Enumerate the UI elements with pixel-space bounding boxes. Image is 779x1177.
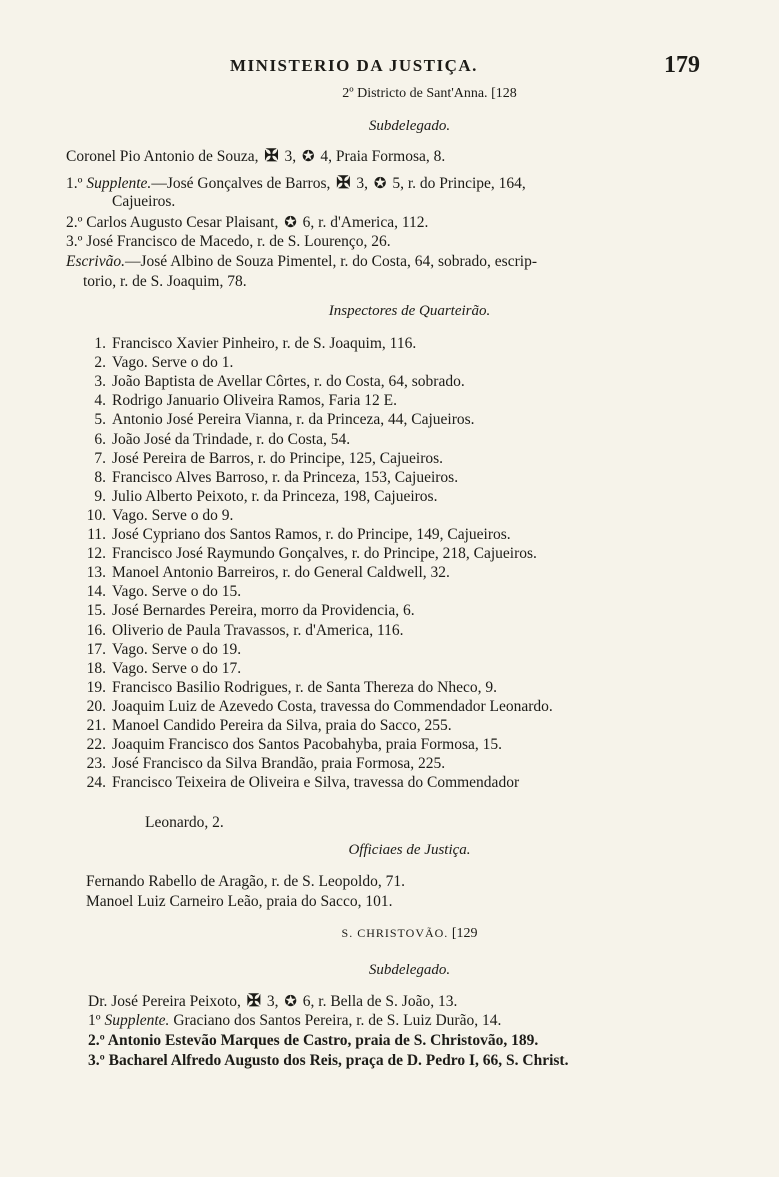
inspector-text: Joaquim Luiz de Azevedo Costa, travessa do Commendador Leonardo.: [112, 697, 553, 715]
inspector-number: 7.: [94, 449, 106, 467]
inspector-row: [78, 450, 443, 468]
inspector-text: Francisco Alves Barroso, r. da Princeza, 153, Cajueiros.: [112, 468, 459, 486]
inspector-number: 18.: [86, 659, 106, 677]
inspector-row: [78, 583, 241, 601]
official-1: Fernando Rabello de Aragão, r. de S. Leopoldo, 71.: [86, 873, 405, 890]
inspector-number: 20.: [86, 697, 106, 715]
cross-icon: ✠: [246, 991, 261, 1010]
inspector-24-cont: Leonardo, 2.: [145, 814, 224, 831]
supplente-1-cont: Cajueiros.: [112, 193, 176, 210]
supplente-3-line: 3.º José Francisco de Macedo, r. de S. Lourenço, 26.: [66, 233, 391, 250]
inspector-text: Francisco Xavier Pinheiro, r. de S. Joaquim, 116.: [112, 335, 417, 352]
inspector-number: 24.: [86, 774, 106, 792]
medal-icon: ✪: [373, 176, 387, 192]
inspectores-heading: Inspectores de Quarteirão.: [328, 303, 491, 319]
inspector-number: 4.: [94, 392, 106, 410]
supplente-1-line: 1.º Supplente.—José Gonçalves de Barros, ✠ 3, ✪ 5, r. do Principe, 164,: [66, 173, 526, 192]
inspector-row: [78, 488, 437, 506]
supplente-2-1-line: 1º Supplente. Graciano dos Santos Pereira, r. de S. Luiz Durão, 14.: [88, 1012, 502, 1029]
inspector-row: [78, 660, 241, 678]
inspector-row: [78, 335, 416, 353]
inspector-text: Rodrigo Januario Oliveira Ramos, Faria 12 E.: [112, 392, 397, 410]
inspector-text: Vago. Serve o do 9.: [112, 506, 234, 524]
inspector-row: [78, 641, 241, 659]
inspector-text: José Bernardes Pereira, morro da Providencia, 6.: [112, 602, 415, 620]
cross-icon: ✠: [264, 146, 279, 165]
inspector-row: [78, 736, 502, 754]
escrivao-cont: torio, r. de S. Joaquim, 78.: [83, 273, 247, 290]
inspector-number: 16.: [86, 621, 106, 639]
inspector-row: [78, 354, 233, 372]
page-number: 179: [664, 52, 700, 78]
inspector-row: [78, 431, 350, 449]
inspector-row: [78, 717, 452, 735]
inspector-number: 9.: [94, 487, 106, 505]
inspector-text: João Baptista de Avellar Côrtes, r. do Costa, 64, sobrado.: [112, 373, 465, 391]
inspector-number: 23.: [86, 755, 106, 773]
subdelegado-line: Coronel Pio Antonio de Souza, ✠ 3, ✪ 4, Praia Formosa, 8.: [66, 146, 446, 165]
inspector-row: [78, 373, 465, 391]
subdelegado-2-line: Dr. José Pereira Peixoto, ✠ 3, ✪ 6, r. Bella de S. João, 13.: [88, 991, 458, 1010]
inspector-text: Manoel Candido Pereira da Silva, praia do Sacco, 255.: [112, 717, 452, 734]
inspector-number: 14.: [86, 583, 106, 601]
inspector-number: 2.: [94, 354, 106, 372]
inspector-number: 5.: [94, 411, 106, 429]
inspector-row: [78, 411, 475, 429]
inspector-row: [78, 545, 537, 563]
subdelegado-2-heading: Subdelegado.: [368, 962, 451, 978]
inspector-row: [78, 698, 553, 716]
subdelegado-heading: Subdelegado.: [368, 118, 451, 134]
inspector-number: 21.: [86, 717, 106, 734]
medal-icon: ✪: [284, 994, 297, 1010]
inspector-number: 19.: [86, 678, 106, 696]
inspector-text: Francisco Teixeira de Oliveira e Silva, travessa do Commendador: [112, 774, 520, 792]
inspector-row: [78, 526, 511, 544]
inspector-text: Vago. Serve o do 19.: [112, 640, 242, 658]
inspector-row: [78, 469, 458, 487]
inspector-text: Vago. Serve o do 17.: [112, 659, 242, 677]
inspector-number: 11.: [87, 526, 106, 543]
inspector-text: Joaquim Francisco dos Santos Pacobahyba, praia Formosa, 15.: [112, 736, 503, 754]
cross-icon: ✠: [336, 173, 351, 192]
inspector-number: 6.: [94, 430, 106, 448]
inspector-row: [78, 564, 450, 582]
inspector-number: 1.: [94, 335, 106, 352]
supplente-2-line: 2.º Carlos Augusto Cesar Plaisant, ✪ 6, r. d'America, 112.: [66, 214, 429, 231]
inspector-row: [78, 774, 519, 792]
official-2: Manoel Luiz Carneiro Leão, praia do Sacco, 101.: [86, 893, 393, 910]
inspector-text: Oliverio de Paula Travassos, r. d'America, 116.: [112, 621, 404, 639]
officiaes-heading: Officiaes de Justiça.: [348, 842, 471, 858]
inspector-text: Francisco Basilio Rodrigues, r. de Santa Thereza do Nheco, 9.: [112, 678, 497, 696]
inspector-text: Julio Alberto Peixoto, r. da Princeza, 198, Cajueiros.: [112, 487, 438, 505]
inspector-row: [78, 602, 415, 620]
inspector-row: [78, 507, 233, 525]
inspector-number: 15.: [86, 602, 106, 620]
inspector-number: 10.: [86, 506, 106, 524]
district-2-title: S. CHRISTOVÃO. [129: [341, 926, 478, 941]
medal-icon: ✪: [284, 215, 297, 231]
inspector-row: [78, 679, 497, 697]
inspector-number: 13.: [86, 564, 106, 582]
inspector-row: [78, 755, 445, 773]
inspector-number: 17.: [86, 640, 106, 658]
inspector-text: Francisco José Raymundo Gonçalves, r. do Principe, 218, Cajueiros.: [112, 545, 537, 563]
page-header-title: MINISTERIO DA JUSTIÇA.: [230, 56, 478, 75]
inspector-number: 8.: [94, 468, 106, 486]
inspector-row: [78, 392, 397, 410]
district-title: 2º Districto de Sant'Anna. [128: [342, 86, 517, 101]
inspector-text: José Cypriano dos Santos Ramos, r. do Principe, 149, Cajueiros.: [112, 526, 511, 543]
supplente-2-2-line: 2.º Antonio Estevão Marques de Castro, praia de S. Christovão, 189.: [88, 1032, 539, 1049]
inspector-row: [78, 622, 404, 640]
inspector-text: Vago. Serve o do 1.: [112, 354, 234, 372]
inspector-text: Antonio José Pereira Vianna, r. da Princeza, 44, Cajueiros.: [112, 411, 475, 429]
inspector-number: 12.: [86, 545, 106, 563]
inspector-number: 22.: [86, 736, 106, 754]
inspector-text: José Francisco da Silva Brandão, praia Formosa, 225.: [112, 755, 446, 773]
escrivao-line: Escrivão.—José Albino de Souza Pimentel, r. do Costa, 64, sobrado, escrip-: [66, 253, 537, 270]
inspector-text: João José da Trindade, r. do Costa, 54.: [112, 430, 351, 448]
medal-icon: ✪: [301, 149, 315, 165]
inspector-text: Vago. Serve o do 15.: [112, 583, 242, 601]
inspector-number: 3.: [94, 373, 106, 391]
supplente-2-3-line: 3.º Bacharel Alfredo Augusto dos Reis, praça de D. Pedro I, 66, S. Christ.: [88, 1052, 569, 1069]
inspector-text: Manoel Antonio Barreiros, r. do General Caldwell, 32.: [112, 564, 450, 582]
inspector-text: José Pereira de Barros, r. do Principe, 125, Cajueiros.: [112, 449, 444, 467]
